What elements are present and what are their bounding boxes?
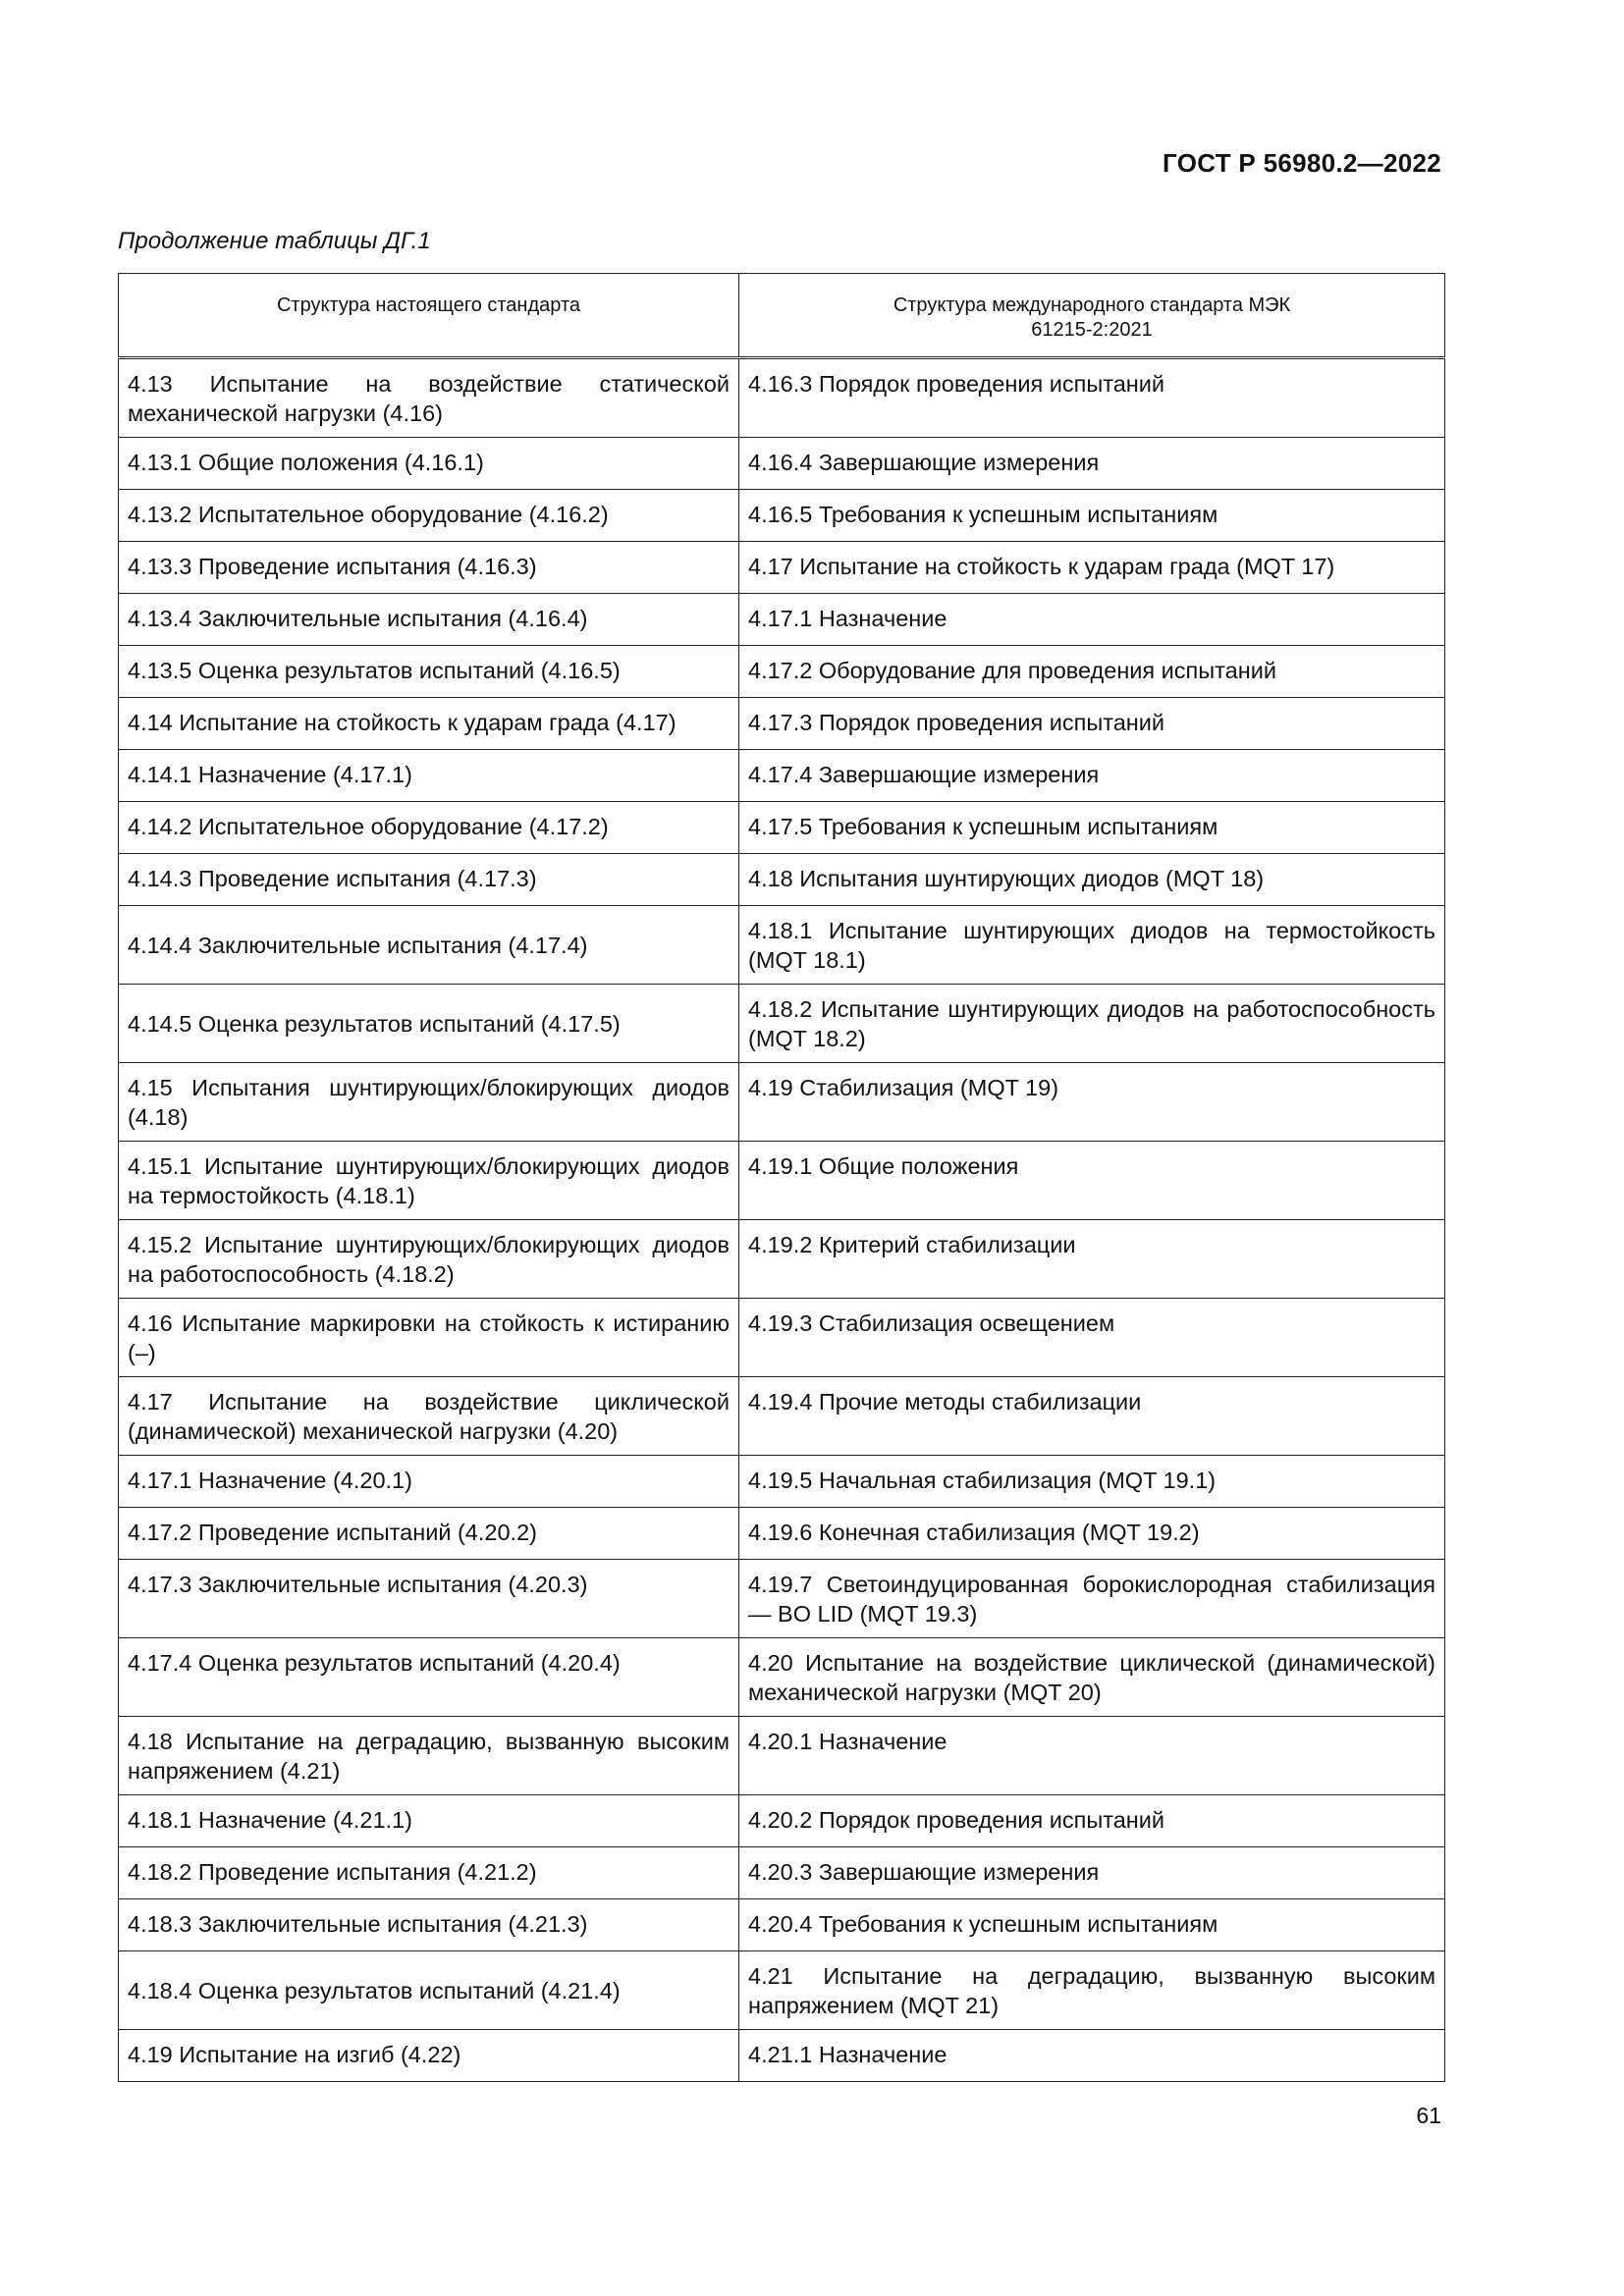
cell-national-section: 4.18.4 Оценка результатов испытаний (4.21.4) <box>119 1951 739 2030</box>
correspondence-table-container <box>118 273 1444 2082</box>
cell-national-section: 4.15 Испытания шунтирующих/блокирующих диодов (4.18) <box>119 1063 739 1142</box>
cell-international-section: 4.16.3 Порядок проведения испытаний <box>739 358 1445 438</box>
cell-international-section: 4.17.1 Назначение <box>739 594 1445 646</box>
cell-national-section: 4.14.5 Оценка результатов испытаний (4.17.5) <box>119 985 739 1063</box>
table-header-row <box>119 274 1445 358</box>
cell-national-section: 4.17.4 Оценка результатов испытаний (4.20.4) <box>119 1638 739 1717</box>
cell-international-section: 4.19.3 Стабилизация освещением <box>739 1299 1445 1377</box>
table-row <box>119 358 1445 438</box>
table-row <box>119 1377 1445 1456</box>
cell-international-section: 4.17.4 Завершающие измерения <box>739 750 1445 802</box>
cell-international-section: 4.19.1 Общие положения <box>739 1142 1445 1220</box>
cell-international-section: 4.19.7 Светоиндуцированная борокислородная стабилизация — BO LID (MQT 19.3) <box>739 1560 1445 1638</box>
cell-international-section: 4.19 Стабилизация (MQT 19) <box>739 1063 1445 1142</box>
document-code: ГОСТ Р 56980.2—2022 <box>1163 148 1441 178</box>
table-row <box>119 1508 1445 1560</box>
cell-international-section: 4.18.1 Испытание шунтирующих диодов на термостойкость (MQT 18.1) <box>739 906 1445 985</box>
cell-national-section: 4.16 Испытание маркировки на стойкость к истиранию (–) <box>119 1299 739 1377</box>
cell-national-section: 4.13 Испытание на воздействие статической механической нагрузки (4.16) <box>119 358 739 438</box>
cell-international-section: 4.21.1 Назначение <box>739 2030 1445 2082</box>
cell-national-section: 4.17.2 Проведение испытаний (4.20.2) <box>119 1508 739 1560</box>
table-row <box>119 1847 1445 1899</box>
table-body <box>119 358 1445 2082</box>
cell-national-section: 4.13.4 Заключительные испытания (4.16.4) <box>119 594 739 646</box>
cell-international-section: 4.16.5 Требования к успешным испытаниям <box>739 490 1445 542</box>
table-row <box>119 1142 1445 1220</box>
cell-international-section: 4.19.2 Критерий стабилизации <box>739 1220 1445 1299</box>
cell-international-section: 4.19.6 Конечная стабилизация (MQT 19.2) <box>739 1508 1445 1560</box>
cell-national-section: 4.13.1 Общие положения (4.16.1) <box>119 438 739 490</box>
col-header-international-standard <box>739 274 1445 358</box>
cell-international-section: 4.20.1 Назначение <box>739 1717 1445 1795</box>
table-row <box>119 1717 1445 1795</box>
cell-international-section: 4.17.3 Порядок проведения испытаний <box>739 698 1445 750</box>
cell-international-section: 4.20.4 Требования к успешным испытаниям <box>739 1899 1445 1951</box>
col-header-national-standard: Структура настоящего стандарта <box>119 274 739 358</box>
table-row <box>119 906 1445 985</box>
table-row <box>119 438 1445 490</box>
table-row <box>119 854 1445 906</box>
table-caption: Продолжение таблицы ДГ.1 <box>118 228 431 254</box>
cell-national-section: 4.14.1 Назначение (4.17.1) <box>119 750 739 802</box>
cell-national-section: 4.13.3 Проведение испытания (4.16.3) <box>119 542 739 594</box>
cell-international-section: 4.18 Испытания шунтирующих диодов (MQT 18) <box>739 854 1445 906</box>
table-row <box>119 1220 1445 1299</box>
cell-international-section: 4.17 Испытание на стойкость к ударам града (MQT 17) <box>739 542 1445 594</box>
cell-international-section: 4.18.2 Испытание шунтирующих диодов на работоспособность (MQT 18.2) <box>739 985 1445 1063</box>
cell-international-section: 4.20.3 Завершающие измерения <box>739 1847 1445 1899</box>
table-row <box>119 1299 1445 1377</box>
table-row <box>119 646 1445 698</box>
table-row <box>119 594 1445 646</box>
cell-national-section: 4.13.2 Испытательное оборудование (4.16.2) <box>119 490 739 542</box>
cell-national-section: 4.15.2 Испытание шунтирующих/блокирующих диодов на работоспособность (4.18.2) <box>119 1220 739 1299</box>
page-number: 61 <box>1416 2103 1441 2128</box>
table-row <box>119 490 1445 542</box>
table-row <box>119 802 1445 854</box>
col-header-international-text: Структура международного стандарта МЭК 61215-2:2021 <box>893 294 1291 341</box>
cell-international-section: 4.19.4 Прочие методы стабилизации <box>739 1377 1445 1456</box>
table-row <box>119 2030 1445 2082</box>
cell-national-section: 4.14.4 Заключительные испытания (4.17.4) <box>119 906 739 985</box>
cell-international-section: 4.17.2 Оборудование для проведения испытаний <box>739 646 1445 698</box>
cell-international-section: 4.16.4 Завершающие измерения <box>739 438 1445 490</box>
cell-national-section: 4.14.2 Испытательное оборудование (4.17.2) <box>119 802 739 854</box>
table-row <box>119 1951 1445 2030</box>
cell-international-section: 4.20.2 Порядок проведения испытаний <box>739 1795 1445 1847</box>
table-row <box>119 1456 1445 1508</box>
cell-national-section: 4.18.2 Проведение испытания (4.21.2) <box>119 1847 739 1899</box>
cell-international-section: 4.21 Испытание на деградацию, вызванную высоким напряжением (MQT 21) <box>739 1951 1445 2030</box>
table-row <box>119 542 1445 594</box>
cell-national-section: 4.14.3 Проведение испытания (4.17.3) <box>119 854 739 906</box>
cell-national-section: 4.18.1 Назначение (4.21.1) <box>119 1795 739 1847</box>
table-row <box>119 1638 1445 1717</box>
cell-national-section: 4.15.1 Испытание шунтирующих/блокирующих диодов на термостойкость (4.18.1) <box>119 1142 739 1220</box>
table-row <box>119 1063 1445 1142</box>
cell-national-section: 4.19 Испытание на изгиб (4.22) <box>119 2030 739 2082</box>
table-row <box>119 750 1445 802</box>
cell-international-section: 4.17.5 Требования к успешным испытаниям <box>739 802 1445 854</box>
table-row <box>119 698 1445 750</box>
correspondence-table <box>118 273 1445 2082</box>
table-row <box>119 1560 1445 1638</box>
cell-national-section: 4.18.3 Заключительные испытания (4.21.3) <box>119 1899 739 1951</box>
cell-international-section: 4.20 Испытание на воздействие циклической (динамической) механической нагрузки (MQT 20) <box>739 1638 1445 1717</box>
table-row <box>119 1795 1445 1847</box>
cell-national-section: 4.17.3 Заключительные испытания (4.20.3) <box>119 1560 739 1638</box>
cell-national-section: 4.13.5 Оценка результатов испытаний (4.16.5) <box>119 646 739 698</box>
cell-international-section: 4.19.5 Начальная стабилизация (MQT 19.1) <box>739 1456 1445 1508</box>
cell-national-section: 4.17.1 Назначение (4.20.1) <box>119 1456 739 1508</box>
table-row <box>119 1899 1445 1951</box>
table-row <box>119 985 1445 1063</box>
cell-national-section: 4.14 Испытание на стойкость к ударам града (4.17) <box>119 698 739 750</box>
cell-national-section: 4.17 Испытание на воздействие циклической (динамической) механической нагрузки (4.20) <box>119 1377 739 1456</box>
cell-national-section: 4.18 Испытание на деградацию, вызванную высоким напряжением (4.21) <box>119 1717 739 1795</box>
